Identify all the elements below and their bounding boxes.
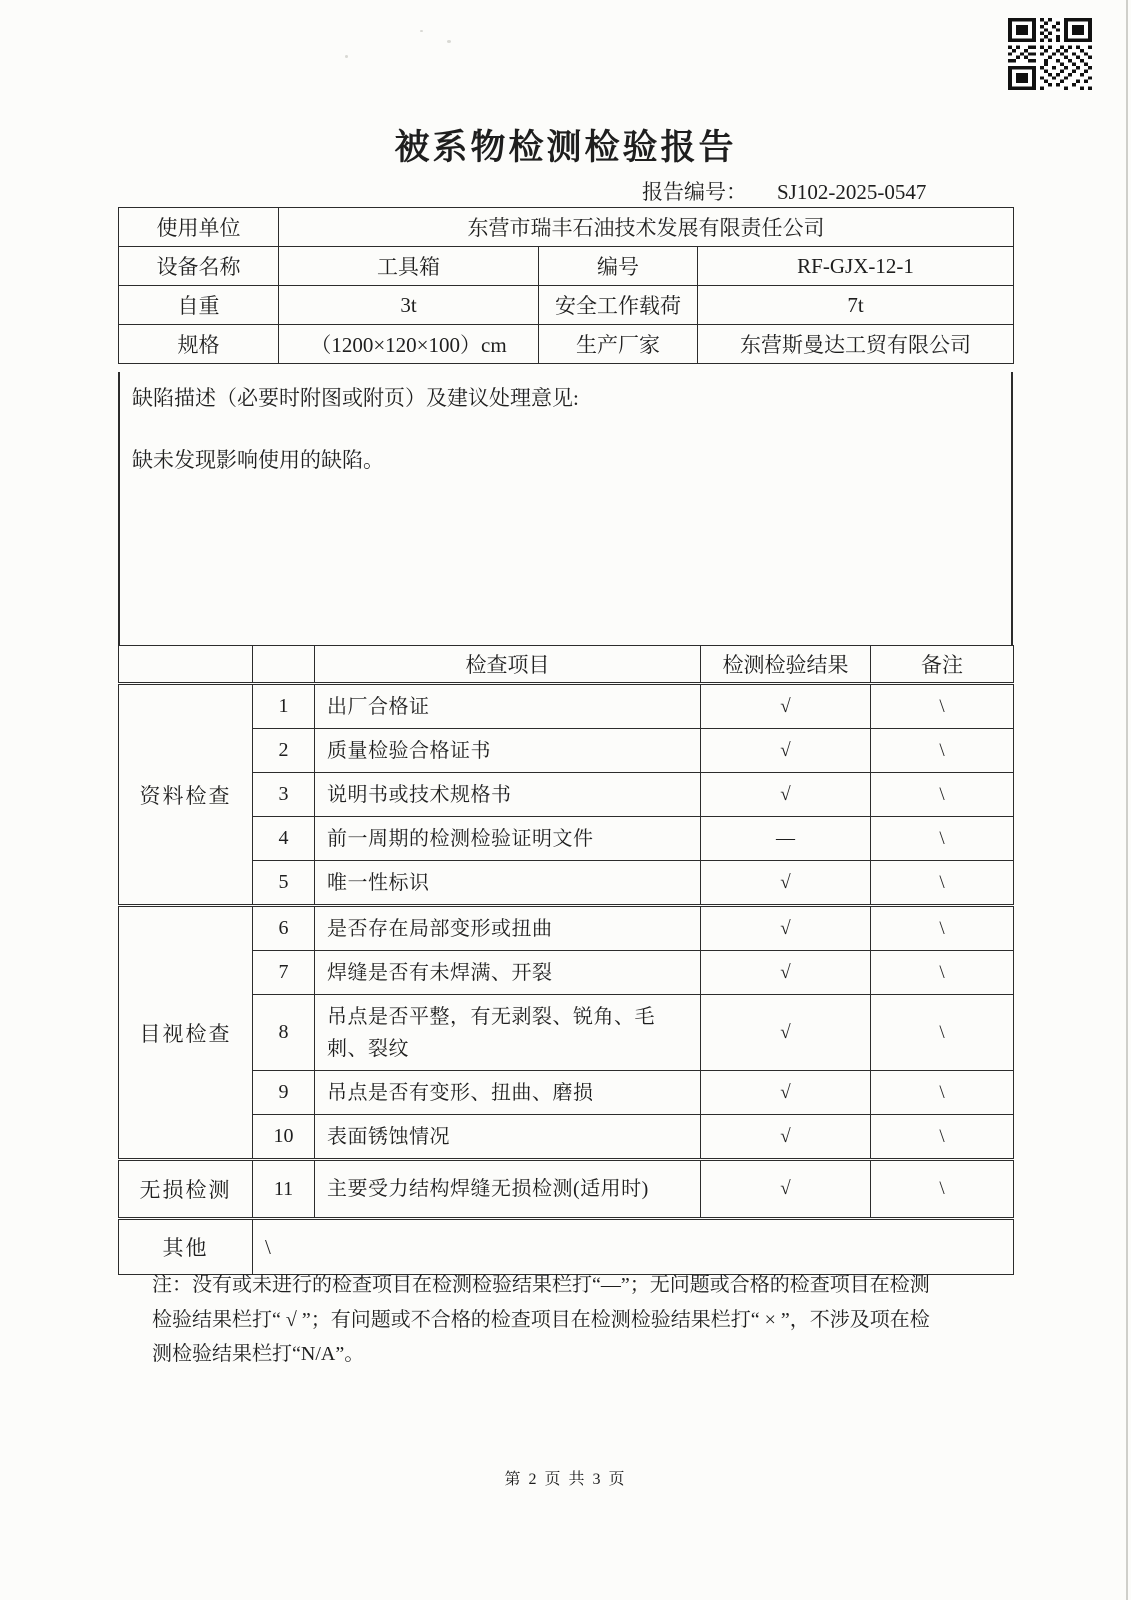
row-no: 3 (253, 773, 315, 817)
row-remark: \ (871, 906, 1014, 951)
info-value: 东营斯曼达工贸有限公司 (698, 325, 1014, 364)
info-label: 规格 (119, 325, 279, 364)
row-result: √ (701, 729, 871, 773)
info-label: 使用单位 (119, 208, 279, 247)
row-no: 7 (253, 951, 315, 995)
row-item: 唯一性标识 (315, 861, 701, 906)
info-value: RF-GJX-12-1 (698, 247, 1014, 286)
info-label: 生产厂家 (539, 325, 698, 364)
table-row (119, 1115, 1014, 1160)
header-result: 检测检验结果 (701, 646, 871, 684)
scan-speck (345, 55, 348, 58)
header-empty-cell (253, 646, 315, 684)
table-row (119, 817, 1014, 861)
row-item: 焊缝是否有未焊满、开裂 (315, 951, 701, 995)
row-item: 质量检验合格证书 (315, 729, 701, 773)
defect-description-label: 缺陷描述（必要时附图或附页）及建议处理意见: (132, 386, 579, 410)
row-item: 是否存在局部变形或扭曲 (315, 906, 701, 951)
row-result: √ (701, 951, 871, 995)
row-remark: \ (871, 1071, 1014, 1115)
table-row (119, 861, 1014, 906)
row-no: 5 (253, 861, 315, 906)
defect-description-section (118, 372, 1013, 645)
row-item: 前一周期的检测检验证明文件 (315, 817, 701, 861)
row-item: 吊点是否有变形、扭曲、磨损 (315, 1071, 701, 1115)
qr-code-icon (1008, 18, 1092, 95)
row-item: 出厂合格证 (315, 684, 701, 729)
info-value: 工具箱 (279, 247, 539, 286)
row-no: 10 (253, 1115, 315, 1160)
table-row (119, 1219, 1014, 1275)
info-value: 3t (279, 286, 539, 325)
table-row (119, 773, 1014, 817)
group-label: 目视检查 (119, 906, 253, 1160)
row-remark: \ (871, 951, 1014, 995)
table-row (119, 208, 1014, 247)
table-row (119, 1071, 1014, 1115)
inspection-checklist-table (118, 645, 1014, 1275)
row-remark: \ (871, 861, 1014, 906)
header-empty-cell (119, 646, 253, 684)
info-label: 安全工作载荷 (539, 286, 698, 325)
row-remark: \ (871, 684, 1014, 729)
row-remark: \ (871, 995, 1014, 1071)
row-result: √ (701, 861, 871, 906)
table-row (119, 995, 1014, 1071)
row-no: 9 (253, 1071, 315, 1115)
page-title: 被系物检测检验报告 (394, 128, 737, 167)
row-no: 2 (253, 729, 315, 773)
row-no: 11 (253, 1160, 315, 1219)
defect-finding-text: 缺未发现影响使用的缺陷。 (132, 448, 384, 472)
info-value: 东营市瑞丰石油技术发展有限责任公司 (279, 208, 1014, 247)
row-item: 主要受力结构焊缝无损检测(适用时) (315, 1160, 701, 1219)
row-result: √ (701, 1071, 871, 1115)
table-row (119, 951, 1014, 995)
header-remark: 备注 (871, 646, 1014, 684)
footnote (152, 1268, 1000, 1372)
row-result: √ (701, 684, 871, 729)
table-row (119, 247, 1014, 286)
info-value: （1200×120×100）cm (279, 325, 539, 364)
row-remark: \ (871, 1115, 1014, 1160)
row-no: 4 (253, 817, 315, 861)
scan-speck (447, 40, 451, 43)
row-result: √ (701, 773, 871, 817)
row-no: 1 (253, 684, 315, 729)
table-row (119, 684, 1014, 729)
table-row (119, 906, 1014, 951)
other-value: \ (253, 1219, 1014, 1275)
row-no: 6 (253, 906, 315, 951)
group-label: 其他 (119, 1219, 253, 1275)
scan-edge-artifact (1126, 0, 1128, 1600)
row-result: √ (701, 1115, 871, 1160)
row-remark: \ (871, 1160, 1014, 1219)
row-result: √ (701, 995, 871, 1071)
footnote-line: 检验结果栏打“ √ ”；有问题或不合格的检查项目在检测检验结果栏打“ × ”，不涉及项在检 (152, 1308, 930, 1331)
scan-speck (420, 30, 423, 32)
table-row (119, 1160, 1014, 1219)
table-row (119, 729, 1014, 773)
row-item: 表面锈蚀情况 (315, 1115, 701, 1160)
row-remark: \ (871, 817, 1014, 861)
checklist-header-row (119, 646, 1014, 684)
group-label: 无损检测 (119, 1160, 253, 1219)
footnote-line: 测检验结果栏打“N/A”。 (152, 1343, 365, 1365)
info-label: 自重 (119, 286, 279, 325)
equipment-info-table (118, 207, 1014, 364)
header-item: 检查项目 (315, 646, 701, 684)
row-remark: \ (871, 773, 1014, 817)
info-label: 设备名称 (119, 247, 279, 286)
table-row (119, 325, 1014, 364)
table-row (119, 286, 1014, 325)
row-result: — (701, 817, 871, 861)
info-label: 编号 (539, 247, 698, 286)
row-result: √ (701, 1160, 871, 1219)
page-number: 第 2 页 共 3 页 (504, 1471, 627, 1488)
report-number-value: SJ102-2025-0547 (777, 180, 927, 204)
row-no: 8 (253, 995, 315, 1071)
report-number (642, 176, 926, 206)
row-item: 吊点是否平整，有无剥裂、锐角、毛刺、裂纹 (315, 995, 701, 1071)
info-value: 7t (698, 286, 1014, 325)
row-remark: \ (871, 729, 1014, 773)
report-number-label: 报告编号： (642, 180, 747, 204)
group-label: 资料检查 (119, 684, 253, 906)
row-item: 说明书或技术规格书 (315, 773, 701, 817)
footnote-line: 注：没有或未进行的检查项目在检测检验结果栏打“—”；无问题或合格的检查项目在检测 (152, 1274, 930, 1296)
row-result: √ (701, 906, 871, 951)
